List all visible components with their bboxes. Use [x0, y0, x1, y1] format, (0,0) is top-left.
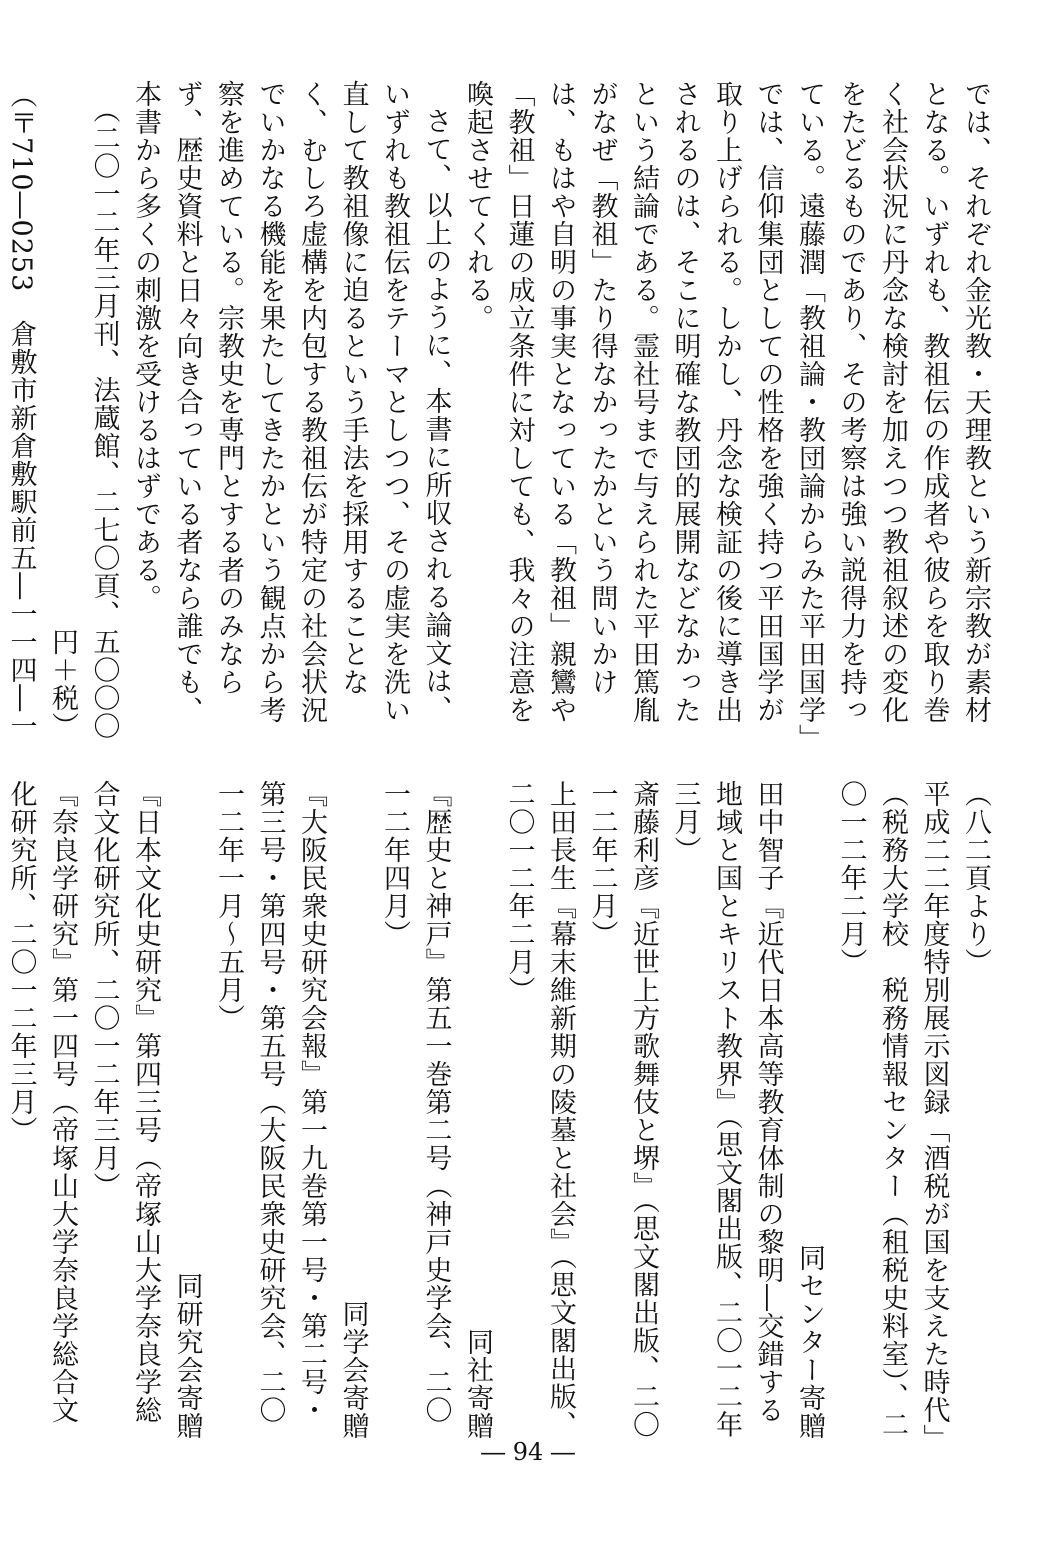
review-paragraph-1: では、それぞれ金光教・天理教という新宗教が素材となる。いずれも、教祖伝の作成者や彼らを取り巻く社会状況に丹念な検討を加えつつ教祖叙述の変化をたどるものであり、その考察は強い説得力を持っている。遠藤潤「教祖論・教団論からみた平田国学」では、信仰集団としての性格を強く持つ平田国学が取り上げられる。しかし、丹念な検証の後に導き出されるのは、そこに明確な教団的展開などなかったという結論である。霊社号まで与えられた平田篤胤がなぜ「教祖」たり得なかったかという問いかけは、もはや自明の事実となっている「教祖」親鸞や「教祖」日蓮の成立条件に対しても、我々の注意を喚起させてくれる。 [462, 80, 991, 739]
received-entry: 『奈良学研究』第一四号（帝塚山大学奈良学総合文化研究所、二〇一二年三月） [5, 780, 78, 1424]
received-entry: 上田長生『幕末維新期の陵墓と社会』（思文閣出版、二〇一二年二月） [503, 780, 576, 1439]
page-number: ― 94 ― [481, 1438, 575, 1466]
review-text [5, 80, 996, 740]
donor-label: 同社寄贈 [462, 1328, 493, 1440]
donor-label: 同学会寄贈 [337, 1300, 369, 1440]
received-entry: 田中智子『近代日本高等教育体制の黎明―交錯する地域と国とキリスト教界』（思文閣出版、二〇一二年三月） [669, 780, 784, 1439]
review-paragraph-2: さて、以上のように、本書に所収される論文は、いずれも教祖伝をテーマとしつつ、その虚実を洗い直して教祖像に迫るという手法を採用することなく、むしろ虚構を内包する教祖伝が特定の社会状況でいかなる機能を果たしてきたかという観点から考察を進めている。宗教史を専門とする者のみならず、歴史資料と日々向き合っている者なら誰でも、本書から多くの刺激を受けるはずである。 [130, 80, 452, 724]
continued-from-label: （八二頁より） [960, 780, 991, 976]
received-entry: 『歴史と神戸』第五一巻第二号（神戸史学会、二〇一二年四月） [379, 780, 452, 1424]
received-entry: 『大阪民衆史研究会報』第一九巻第一号・第二号・第三号・第四号・第五号（大阪民衆史研究会、二〇一二年一月～五月） [213, 780, 327, 1424]
publication-info: （二〇一二年三月刊、法蔵館、二七〇頁、五〇〇〇円＋税） [47, 96, 120, 740]
received-entry: 平成二二年度特別展示図録「酒税が国を支えた時代」（税務大学校 税務情報センター（租税史料室）、二〇一二年二月） [835, 780, 950, 1439]
reviewer-address: （〒710―0253 倉敷市新倉敷駅前五―一一四―一 [5, 80, 37, 740]
donor-label: 同研究会寄贈 [171, 1272, 203, 1440]
donor-label: 同センター寄贈 [794, 1244, 825, 1440]
received-publications [5, 780, 996, 1440]
received-entry: 斎藤利彦『近世上方歌舞伎と堺』（思文閣出版、二〇一二年二月） [586, 780, 659, 1439]
received-entry: 『日本文化史研究』第四三号（帝塚山大学奈良学総合文化研究所、二〇一二年三月） [88, 780, 161, 1424]
